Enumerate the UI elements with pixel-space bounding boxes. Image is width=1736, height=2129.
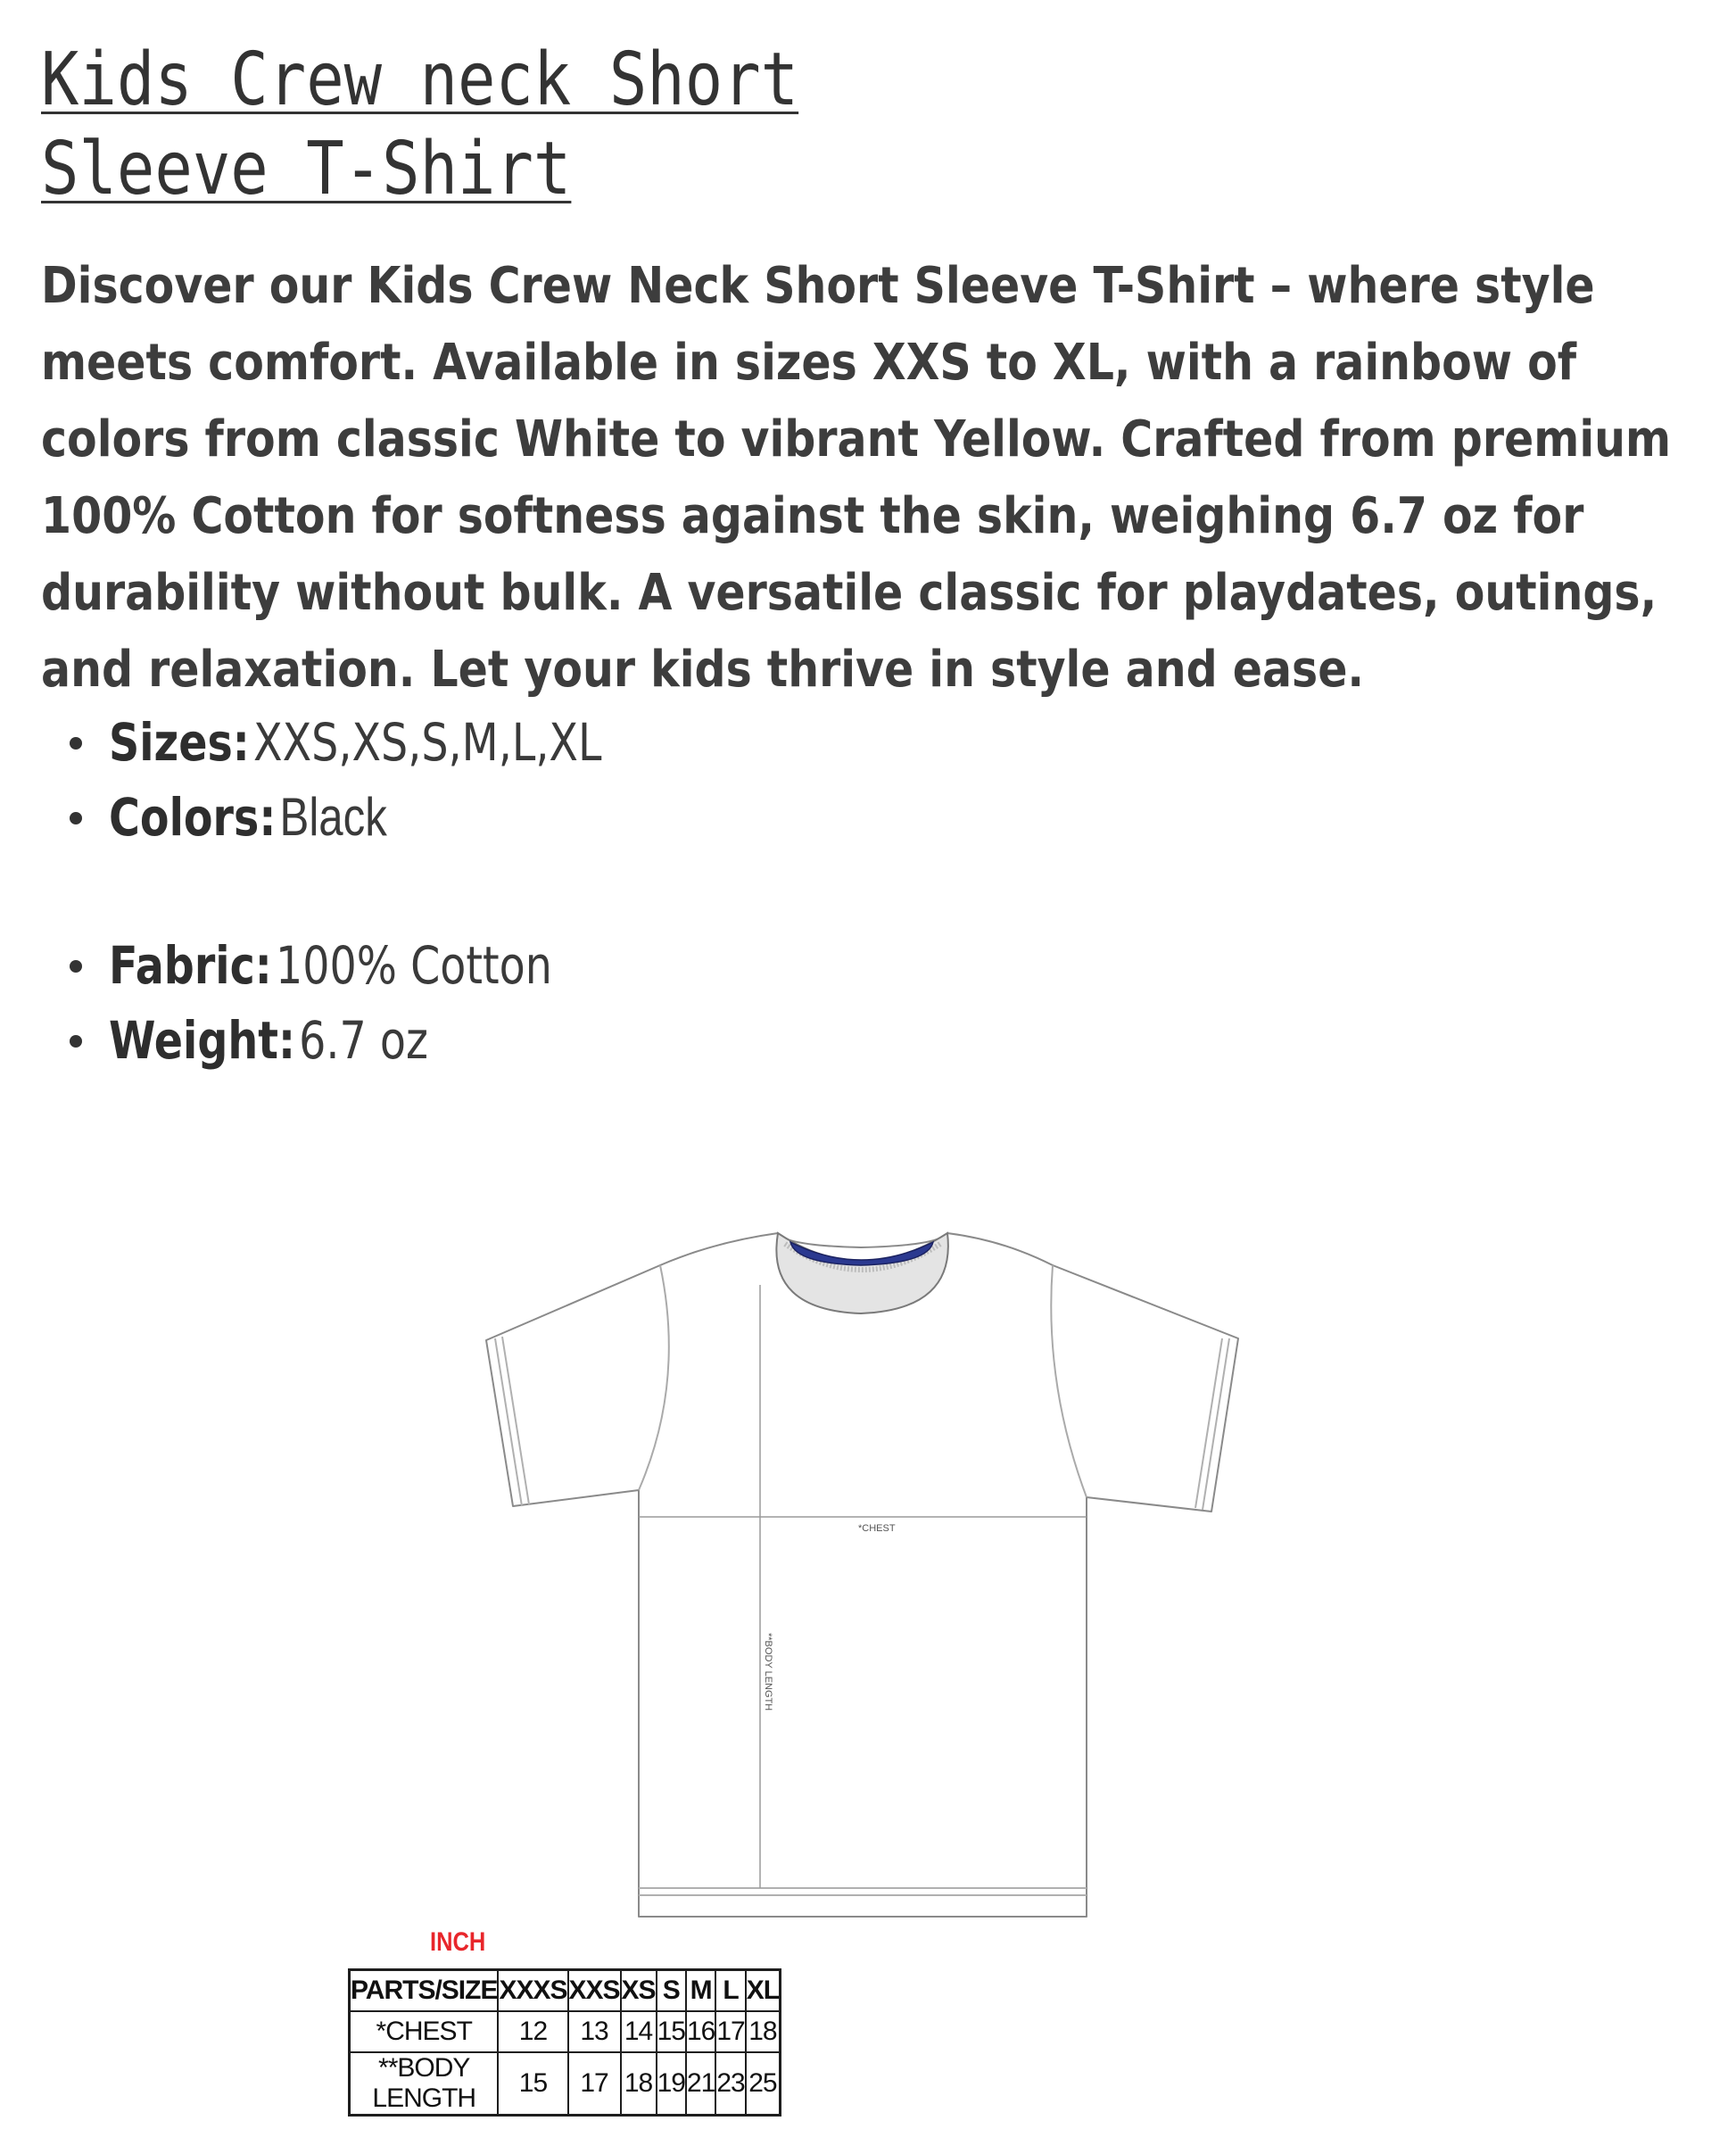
table-cell: 12 [498, 2011, 567, 2052]
spec-label-sizes: Sizes: [109, 712, 250, 773]
table-cell: 14 [621, 2011, 657, 2052]
table-header-cell: XS [621, 1970, 657, 2012]
spec-value-colors: Black [279, 787, 387, 847]
chest-label: *CHEST [858, 1523, 896, 1534]
left-armhole-seam [639, 1265, 669, 1490]
table-cell: 17 [715, 2011, 745, 2052]
product-title-line-2: Sleeve T-Shirt [41, 127, 572, 211]
spec-label-fabric: Fabric: [109, 935, 272, 996]
table-row [350, 2052, 781, 2116]
table-header-cell: L [715, 1970, 745, 2012]
spec-label-weight: Weight: [109, 1010, 295, 1071]
right-armhole-seam [1051, 1265, 1087, 1497]
table-cell: 23 [715, 2052, 745, 2116]
table-header-cell: S [657, 1970, 686, 2012]
spec-list-material [41, 928, 649, 1078]
spec-item-fabric [41, 928, 649, 1003]
table-cell: 25 [746, 2052, 781, 2116]
table-cell: 17 [568, 2052, 621, 2116]
table-cell: 21 [686, 2052, 715, 2116]
size-table [348, 1968, 781, 2117]
product-title-line-1: Kids Crew neck Short [41, 37, 799, 122]
table-cell: **BODY LENGTH [350, 2052, 499, 2116]
table-cell: 15 [657, 2011, 686, 2052]
collar-rib [776, 1233, 947, 1313]
table-cell: 18 [621, 2052, 657, 2116]
spec-value-sizes: XXS,XS,S,M,L,XL [253, 712, 602, 773]
product-title [41, 36, 798, 214]
bullet-icon [70, 737, 82, 750]
table-cell: 16 [686, 2011, 715, 2052]
spec-item-weight [41, 1003, 649, 1078]
table-cell: 13 [568, 2011, 621, 2052]
table-cell: 18 [746, 2011, 781, 2052]
spec-value-weight: 6.7 oz [299, 1010, 428, 1071]
table-header-cell: M [686, 1970, 715, 2012]
spec-list-variants [41, 705, 710, 855]
body-length-label: **BODY LENGTH [763, 1633, 773, 1711]
spec-value-fabric: 100% Cotton [275, 935, 552, 996]
bullet-icon [70, 1035, 82, 1048]
table-cell: 15 [498, 2052, 567, 2116]
spec-label-colors: Colors: [109, 787, 277, 848]
bullet-icon [70, 960, 82, 973]
table-header-cell: XXXS [498, 1970, 567, 2012]
table-header-row [350, 1970, 781, 2012]
spec-item-colors [41, 780, 710, 855]
table-cell: *CHEST [350, 2011, 499, 2052]
table-header-cell: PARTS/SIZE [350, 1970, 499, 2012]
bullet-icon [70, 812, 82, 824]
spec-item-sizes [41, 705, 710, 780]
unit-label: INCH [430, 1927, 486, 1957]
table-header-cell: XXS [568, 1970, 621, 2012]
table-header-cell: XL [746, 1970, 781, 2012]
bottom-hem [639, 1888, 1087, 1895]
table-row [350, 2011, 781, 2052]
tshirt-outline [486, 1233, 1238, 1917]
left-sleeve-hem [495, 1337, 529, 1506]
tshirt-diagram [0, 1205, 1736, 1936]
product-description: Discover our Kids Crew Neck Short Sleeve T-Shirt – where style meets comfort. Available in sizes XXS to XL, with a rainbow of colors from classic White to vibrant Yellow. Crafted from premium 100% Cotton for softness against the skin, weighing 6.7 oz for durability without bulk. A versatile classic for playdates, outings, and relaxation. Let your kids thrive in style and ease. [41, 257, 1672, 699]
table-cell: 19 [657, 2052, 686, 2116]
